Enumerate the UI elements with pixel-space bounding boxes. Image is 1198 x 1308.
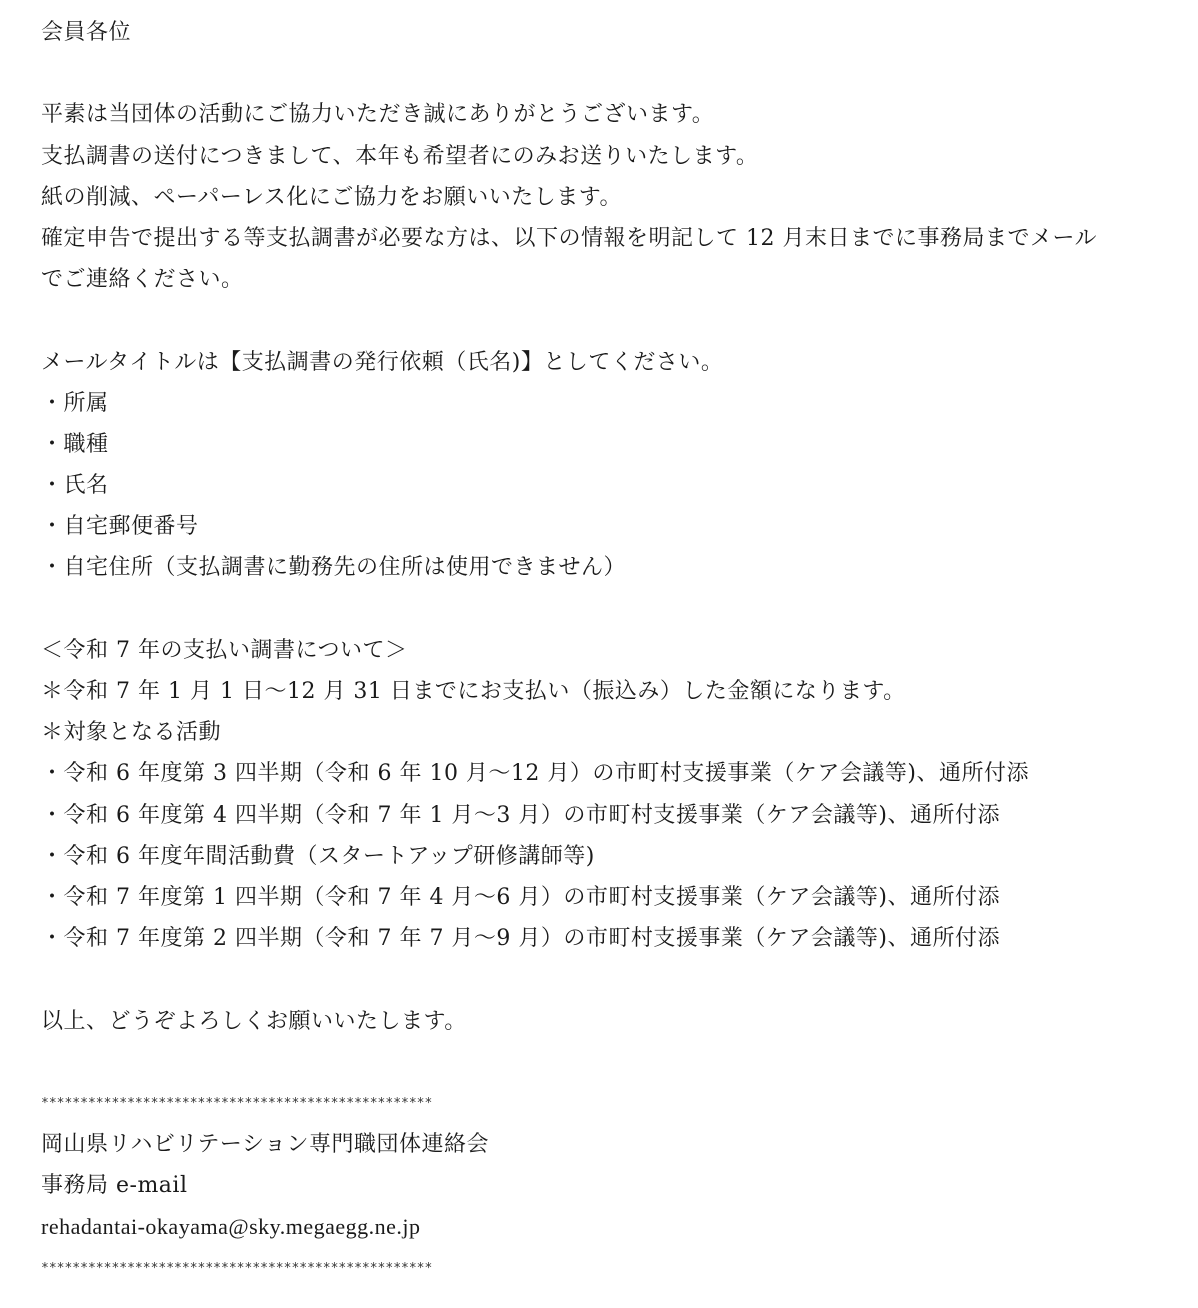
signature-separator: ************************************************** xyxy=(41,1095,433,1111)
period-note: ＊令和 7 年 1 月 1 日～12 月 31 日までにお支払い（振込み）した金額になります。 xyxy=(41,679,906,704)
spacer xyxy=(41,300,1181,341)
required-field-item: ・自宅住所（支払調書に勤務先の住所は使用できません） xyxy=(41,555,627,581)
activity-item: ・令和 6 年度第 3 四半期（令和 6 年 10 月～12 月）の市町村支援事業（ケア会議等)、通所付添 xyxy=(41,761,1030,787)
intro-line: 紙の削減、ペーパーレス化にご協力をお願いいたします。 xyxy=(41,184,623,210)
spacer xyxy=(41,959,1181,1000)
intro-line: 支払調書の送付につきまして、本年も希望者にのみお送りいたします。 xyxy=(41,143,759,169)
section-heading: ＜令和 7 年の支払い調書について＞ xyxy=(41,637,408,663)
activity-item: ・令和 7 年度第 1 四半期（令和 7 年 4 月～6 月）の市町村支援事業（ケア会議等)、通所付添 xyxy=(41,884,1001,910)
activity-item: ・令和 7 年度第 2 四半期（令和 7 年 7 月～9 月）の市町村支援事業（ケア会議等)、通所付添 xyxy=(41,926,1001,952)
spacer xyxy=(41,589,1181,630)
intro-line: 平素は当団体の活動にご協力いただき誠にありがとうございます。 xyxy=(41,102,715,128)
email-body xyxy=(41,12,1181,1289)
spacer xyxy=(41,1042,1181,1083)
mail-title-instruction: メールタイトルは【支払調書の発行依頼（氏名)】としてください。 xyxy=(41,349,724,375)
email-address-link[interactable]: rehadantai-okayama@sky.megaegg.ne.jp xyxy=(41,1214,421,1240)
closing-text: 以上、どうぞよろしくお願いいたします。 xyxy=(41,1008,467,1034)
required-field-item: ・自宅郵便番号 xyxy=(41,514,199,540)
required-field-item: ・氏名 xyxy=(41,473,109,499)
email-label: 事務局 e-mail xyxy=(41,1173,188,1199)
required-field-item: ・職種 xyxy=(41,431,109,457)
activities-heading: ＊対象となる活動 xyxy=(41,720,222,746)
intro-line: でご連絡ください。 xyxy=(41,267,244,293)
salutation: 会員各位 xyxy=(41,20,132,45)
intro-line: 確定申告で提出する等支払調書が必要な方は、以下の情報を明記して 12 月末日までに事務局までメール xyxy=(41,225,1098,251)
organization-name: 岡山県リハビリテーション専門職団体連絡会 xyxy=(41,1132,490,1158)
activity-item: ・令和 6 年度第 4 四半期（令和 7 年 1 月～3 月）の市町村支援事業（ケア会議等)、通所付添 xyxy=(41,802,1001,828)
spacer xyxy=(41,53,1181,94)
signature-separator: ************************************************** xyxy=(41,1260,433,1276)
activity-item: ・令和 6 年度年間活動費（スタートアップ研修講師等) xyxy=(41,843,595,869)
required-field-item: ・所属 xyxy=(41,390,109,416)
